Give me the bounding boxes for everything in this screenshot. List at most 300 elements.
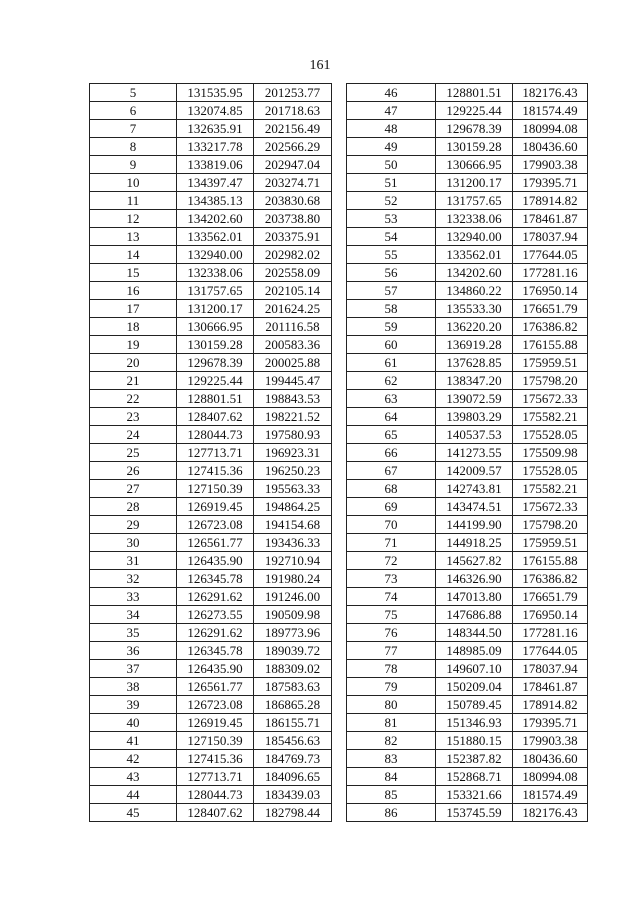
x-coordinate-cell: 130159.28 [177,336,254,354]
y-coordinate-cell: 177281.16 [513,624,588,642]
table-row [347,498,588,516]
x-coordinate-cell: 128044.73 [177,786,254,804]
table-row [90,138,332,156]
point-number-cell: 52 [347,192,436,210]
point-number-cell: 7 [90,120,177,138]
x-coordinate-cell: 129678.39 [177,354,254,372]
y-coordinate-cell: 179903.38 [513,732,588,750]
y-coordinate-cell: 200583.36 [254,336,332,354]
table-row [347,786,588,804]
point-number-cell: 76 [347,624,436,642]
point-number-cell: 61 [347,354,436,372]
x-coordinate-cell: 144199.90 [436,516,513,534]
x-coordinate-cell: 130666.95 [177,318,254,336]
y-coordinate-cell: 176155.88 [513,336,588,354]
x-coordinate-cell: 126723.08 [177,696,254,714]
point-number-cell: 62 [347,372,436,390]
point-number-cell: 58 [347,300,436,318]
y-coordinate-cell: 202156.49 [254,120,332,138]
table-row [90,210,332,228]
y-coordinate-cell: 183439.03 [254,786,332,804]
y-coordinate-cell: 187583.63 [254,678,332,696]
y-coordinate-cell: 196250.23 [254,462,332,480]
y-coordinate-cell: 202566.29 [254,138,332,156]
y-coordinate-cell: 182798.44 [254,804,332,822]
point-number-cell: 25 [90,444,177,462]
y-coordinate-cell: 180994.08 [513,120,588,138]
point-number-cell: 55 [347,246,436,264]
x-coordinate-cell: 131535.95 [177,84,254,102]
point-number-cell: 37 [90,660,177,678]
y-coordinate-cell: 186865.28 [254,696,332,714]
table-row [347,534,588,552]
y-coordinate-cell: 184769.73 [254,750,332,768]
y-coordinate-cell: 175959.51 [513,534,588,552]
x-coordinate-cell: 131757.65 [436,192,513,210]
y-coordinate-cell: 175528.05 [513,426,588,444]
point-number-cell: 63 [347,390,436,408]
point-number-cell: 79 [347,678,436,696]
table-row [347,228,588,246]
y-coordinate-cell: 178037.94 [513,660,588,678]
y-coordinate-cell: 203375.91 [254,228,332,246]
x-coordinate-cell: 129225.44 [177,372,254,390]
y-coordinate-cell: 176386.82 [513,570,588,588]
point-number-cell: 14 [90,246,177,264]
y-coordinate-cell: 191246.00 [254,588,332,606]
x-coordinate-cell: 133217.78 [177,138,254,156]
table-row [347,750,588,768]
point-number-cell: 27 [90,480,177,498]
point-number-cell: 67 [347,462,436,480]
point-number-cell: 85 [347,786,436,804]
point-number-cell: 51 [347,174,436,192]
x-coordinate-cell: 134202.60 [436,264,513,282]
x-coordinate-cell: 130666.95 [436,156,513,174]
table-row [347,120,588,138]
y-coordinate-cell: 178461.87 [513,678,588,696]
table-row [347,336,588,354]
table-row [347,516,588,534]
table-row [90,408,332,426]
y-coordinate-cell: 178461.87 [513,210,588,228]
y-coordinate-cell: 202947.04 [254,156,332,174]
point-number-cell: 66 [347,444,436,462]
table-row [347,552,588,570]
x-coordinate-cell: 133562.01 [177,228,254,246]
y-coordinate-cell: 176950.14 [513,282,588,300]
table-row [347,174,588,192]
x-coordinate-cell: 134385.13 [177,192,254,210]
table-row [90,696,332,714]
point-number-cell: 48 [347,120,436,138]
x-coordinate-cell: 127415.36 [177,750,254,768]
x-coordinate-cell: 138347.20 [436,372,513,390]
y-coordinate-cell: 178914.82 [513,696,588,714]
point-number-cell: 28 [90,498,177,516]
x-coordinate-cell: 129678.39 [436,120,513,138]
y-coordinate-cell: 175582.21 [513,408,588,426]
x-coordinate-cell: 129225.44 [436,102,513,120]
x-coordinate-cell: 131757.65 [177,282,254,300]
table-row [347,426,588,444]
y-coordinate-cell: 175582.21 [513,480,588,498]
y-coordinate-cell: 189039.72 [254,642,332,660]
x-coordinate-cell: 128044.73 [177,426,254,444]
table-row [347,570,588,588]
x-coordinate-cell: 133562.01 [436,246,513,264]
y-coordinate-cell: 188309.02 [254,660,332,678]
point-number-cell: 34 [90,606,177,624]
table-row [90,102,332,120]
point-number-cell: 68 [347,480,436,498]
y-coordinate-cell: 175672.33 [513,390,588,408]
table-row [90,156,332,174]
x-coordinate-cell: 126291.62 [177,588,254,606]
x-coordinate-cell: 132074.85 [177,102,254,120]
point-number-cell: 16 [90,282,177,300]
table-row [90,732,332,750]
y-coordinate-cell: 194154.68 [254,516,332,534]
x-coordinate-cell: 130159.28 [436,138,513,156]
point-number-cell: 69 [347,498,436,516]
x-coordinate-cell: 142009.57 [436,462,513,480]
x-coordinate-cell: 147013.80 [436,588,513,606]
table-row [347,318,588,336]
x-coordinate-cell: 139803.29 [436,408,513,426]
point-number-cell: 21 [90,372,177,390]
x-coordinate-cell: 126723.08 [177,516,254,534]
table-row [347,408,588,426]
table-row [90,462,332,480]
y-coordinate-cell: 182176.43 [513,804,588,822]
y-coordinate-cell: 190509.98 [254,606,332,624]
point-number-cell: 6 [90,102,177,120]
point-number-cell: 73 [347,570,436,588]
point-number-cell: 22 [90,390,177,408]
y-coordinate-cell: 175509.98 [513,444,588,462]
table-row [90,624,332,642]
table-row [90,282,332,300]
y-coordinate-cell: 180436.60 [513,138,588,156]
x-coordinate-cell: 132940.00 [436,228,513,246]
x-coordinate-cell: 140537.53 [436,426,513,444]
table-row [90,714,332,732]
x-coordinate-cell: 132338.06 [436,210,513,228]
x-coordinate-cell: 153745.59 [436,804,513,822]
table-row [90,300,332,318]
x-coordinate-cell: 150209.04 [436,678,513,696]
table-row [90,480,332,498]
y-coordinate-cell: 180436.60 [513,750,588,768]
x-coordinate-cell: 127415.36 [177,462,254,480]
table-row [347,372,588,390]
point-number-cell: 82 [347,732,436,750]
table-row [90,444,332,462]
x-coordinate-cell: 128407.62 [177,804,254,822]
y-coordinate-cell: 175959.51 [513,354,588,372]
point-number-cell: 72 [347,552,436,570]
point-number-cell: 50 [347,156,436,174]
point-number-cell: 29 [90,516,177,534]
table-row [90,264,332,282]
table-row [347,714,588,732]
table-row [90,534,332,552]
table-row [90,768,332,786]
y-coordinate-cell: 176651.79 [513,300,588,318]
table-row [90,174,332,192]
x-coordinate-cell: 146326.90 [436,570,513,588]
table-row [347,156,588,174]
table-row [347,588,588,606]
point-number-cell: 77 [347,642,436,660]
x-coordinate-cell: 132338.06 [177,264,254,282]
y-coordinate-cell: 181574.49 [513,102,588,120]
table-row [90,570,332,588]
point-number-cell: 17 [90,300,177,318]
table-row [90,426,332,444]
x-coordinate-cell: 135533.30 [436,300,513,318]
y-coordinate-cell: 179395.71 [513,714,588,732]
point-number-cell: 18 [90,318,177,336]
x-coordinate-cell: 132940.00 [177,246,254,264]
point-number-cell: 31 [90,552,177,570]
y-coordinate-cell: 203830.68 [254,192,332,210]
table-row [347,606,588,624]
y-coordinate-cell: 177281.16 [513,264,588,282]
x-coordinate-cell: 128407.62 [177,408,254,426]
point-number-cell: 49 [347,138,436,156]
y-coordinate-cell: 194864.25 [254,498,332,516]
table-row [347,768,588,786]
table-row [347,678,588,696]
table-row [347,642,588,660]
point-number-cell: 53 [347,210,436,228]
table-row [90,354,332,372]
y-coordinate-cell: 175528.05 [513,462,588,480]
point-number-cell: 74 [347,588,436,606]
y-coordinate-cell: 175798.20 [513,372,588,390]
x-coordinate-cell: 126435.90 [177,552,254,570]
y-coordinate-cell: 178037.94 [513,228,588,246]
y-coordinate-cell: 175672.33 [513,498,588,516]
x-coordinate-cell: 145627.82 [436,552,513,570]
y-coordinate-cell: 189773.96 [254,624,332,642]
x-coordinate-cell: 127150.39 [177,480,254,498]
point-number-cell: 24 [90,426,177,444]
table-row [347,480,588,498]
table-row [347,300,588,318]
y-coordinate-cell: 202105.14 [254,282,332,300]
table-row [347,804,588,822]
x-coordinate-cell: 136220.20 [436,318,513,336]
point-number-cell: 40 [90,714,177,732]
table-row [347,732,588,750]
point-number-cell: 64 [347,408,436,426]
point-number-cell: 60 [347,336,436,354]
point-number-cell: 36 [90,642,177,660]
point-number-cell: 47 [347,102,436,120]
x-coordinate-cell: 152868.71 [436,768,513,786]
table-row [90,246,332,264]
point-number-cell: 43 [90,768,177,786]
table-row [90,606,332,624]
y-coordinate-cell: 182176.43 [513,84,588,102]
table-row [90,336,332,354]
point-number-cell: 71 [347,534,436,552]
y-coordinate-cell: 197580.93 [254,426,332,444]
point-number-cell: 11 [90,192,177,210]
point-number-cell: 19 [90,336,177,354]
point-number-cell: 65 [347,426,436,444]
y-coordinate-cell: 201116.58 [254,318,332,336]
point-number-cell: 42 [90,750,177,768]
y-coordinate-cell: 195563.33 [254,480,332,498]
point-number-cell: 10 [90,174,177,192]
y-coordinate-cell: 181574.49 [513,786,588,804]
x-coordinate-cell: 126273.55 [177,606,254,624]
table-row [347,624,588,642]
x-coordinate-cell: 151880.15 [436,732,513,750]
x-coordinate-cell: 147686.88 [436,606,513,624]
table-row [347,696,588,714]
point-number-cell: 44 [90,786,177,804]
table-row [347,84,588,102]
y-coordinate-cell: 198843.53 [254,390,332,408]
y-coordinate-cell: 180994.08 [513,768,588,786]
point-number-cell: 59 [347,318,436,336]
x-coordinate-cell: 126291.62 [177,624,254,642]
x-coordinate-cell: 150789.45 [436,696,513,714]
y-coordinate-cell: 186155.71 [254,714,332,732]
table-row [90,786,332,804]
x-coordinate-cell: 127713.71 [177,444,254,462]
point-number-cell: 35 [90,624,177,642]
x-coordinate-cell: 152387.82 [436,750,513,768]
table-row [90,750,332,768]
y-coordinate-cell: 192710.94 [254,552,332,570]
table-row [90,516,332,534]
table-row [90,588,332,606]
x-coordinate-cell: 141273.55 [436,444,513,462]
table-row [347,444,588,462]
point-number-cell: 45 [90,804,177,822]
x-coordinate-cell: 126919.45 [177,714,254,732]
point-number-cell: 75 [347,606,436,624]
point-number-cell: 83 [347,750,436,768]
x-coordinate-cell: 127713.71 [177,768,254,786]
x-coordinate-cell: 126345.78 [177,642,254,660]
x-coordinate-cell: 151346.93 [436,714,513,732]
y-coordinate-cell: 178914.82 [513,192,588,210]
x-coordinate-cell: 142743.81 [436,480,513,498]
x-coordinate-cell: 128801.51 [436,84,513,102]
y-coordinate-cell: 185456.63 [254,732,332,750]
coordinate-table-left [89,83,332,822]
table-row [90,390,332,408]
point-number-cell: 46 [347,84,436,102]
y-coordinate-cell: 202982.02 [254,246,332,264]
y-coordinate-cell: 201624.25 [254,300,332,318]
x-coordinate-cell: 148985.09 [436,642,513,660]
point-number-cell: 86 [347,804,436,822]
point-number-cell: 9 [90,156,177,174]
x-coordinate-cell: 127150.39 [177,732,254,750]
y-coordinate-cell: 191980.24 [254,570,332,588]
y-coordinate-cell: 201253.77 [254,84,332,102]
y-coordinate-cell: 203274.71 [254,174,332,192]
y-coordinate-cell: 176651.79 [513,588,588,606]
table-row [90,498,332,516]
x-coordinate-cell: 136919.28 [436,336,513,354]
point-number-cell: 54 [347,228,436,246]
x-coordinate-cell: 143474.51 [436,498,513,516]
y-coordinate-cell: 193436.33 [254,534,332,552]
table-row [347,246,588,264]
table-row [347,138,588,156]
point-number-cell: 12 [90,210,177,228]
x-coordinate-cell: 126345.78 [177,570,254,588]
y-coordinate-cell: 179903.38 [513,156,588,174]
point-number-cell: 57 [347,282,436,300]
y-coordinate-cell: 176386.82 [513,318,588,336]
x-coordinate-cell: 137628.85 [436,354,513,372]
x-coordinate-cell: 126435.90 [177,660,254,678]
y-coordinate-cell: 196923.31 [254,444,332,462]
y-coordinate-cell: 198221.52 [254,408,332,426]
y-coordinate-cell: 177644.05 [513,246,588,264]
y-coordinate-cell: 200025.88 [254,354,332,372]
table-row [347,390,588,408]
table-row [347,210,588,228]
x-coordinate-cell: 132635.91 [177,120,254,138]
table-row [90,552,332,570]
point-number-cell: 84 [347,768,436,786]
point-number-cell: 41 [90,732,177,750]
point-number-cell: 81 [347,714,436,732]
table-row [90,120,332,138]
point-number-cell: 20 [90,354,177,372]
table-row [90,228,332,246]
table-row [90,678,332,696]
y-coordinate-cell: 184096.65 [254,768,332,786]
table-row [90,372,332,390]
x-coordinate-cell: 126919.45 [177,498,254,516]
x-coordinate-cell: 131200.17 [177,300,254,318]
table-row [347,462,588,480]
y-coordinate-cell: 176950.14 [513,606,588,624]
x-coordinate-cell: 148344.50 [436,624,513,642]
point-number-cell: 70 [347,516,436,534]
point-number-cell: 15 [90,264,177,282]
table-row [347,282,588,300]
x-coordinate-cell: 139072.59 [436,390,513,408]
table-row [347,660,588,678]
x-coordinate-cell: 144918.25 [436,534,513,552]
point-number-cell: 23 [90,408,177,426]
table-row [90,318,332,336]
point-number-cell: 33 [90,588,177,606]
y-coordinate-cell: 199445.47 [254,372,332,390]
point-number-cell: 26 [90,462,177,480]
y-coordinate-cell: 177644.05 [513,642,588,660]
y-coordinate-cell: 203738.80 [254,210,332,228]
point-number-cell: 80 [347,696,436,714]
y-coordinate-cell: 201718.63 [254,102,332,120]
table-row [90,192,332,210]
table-row [347,102,588,120]
point-number-cell: 32 [90,570,177,588]
